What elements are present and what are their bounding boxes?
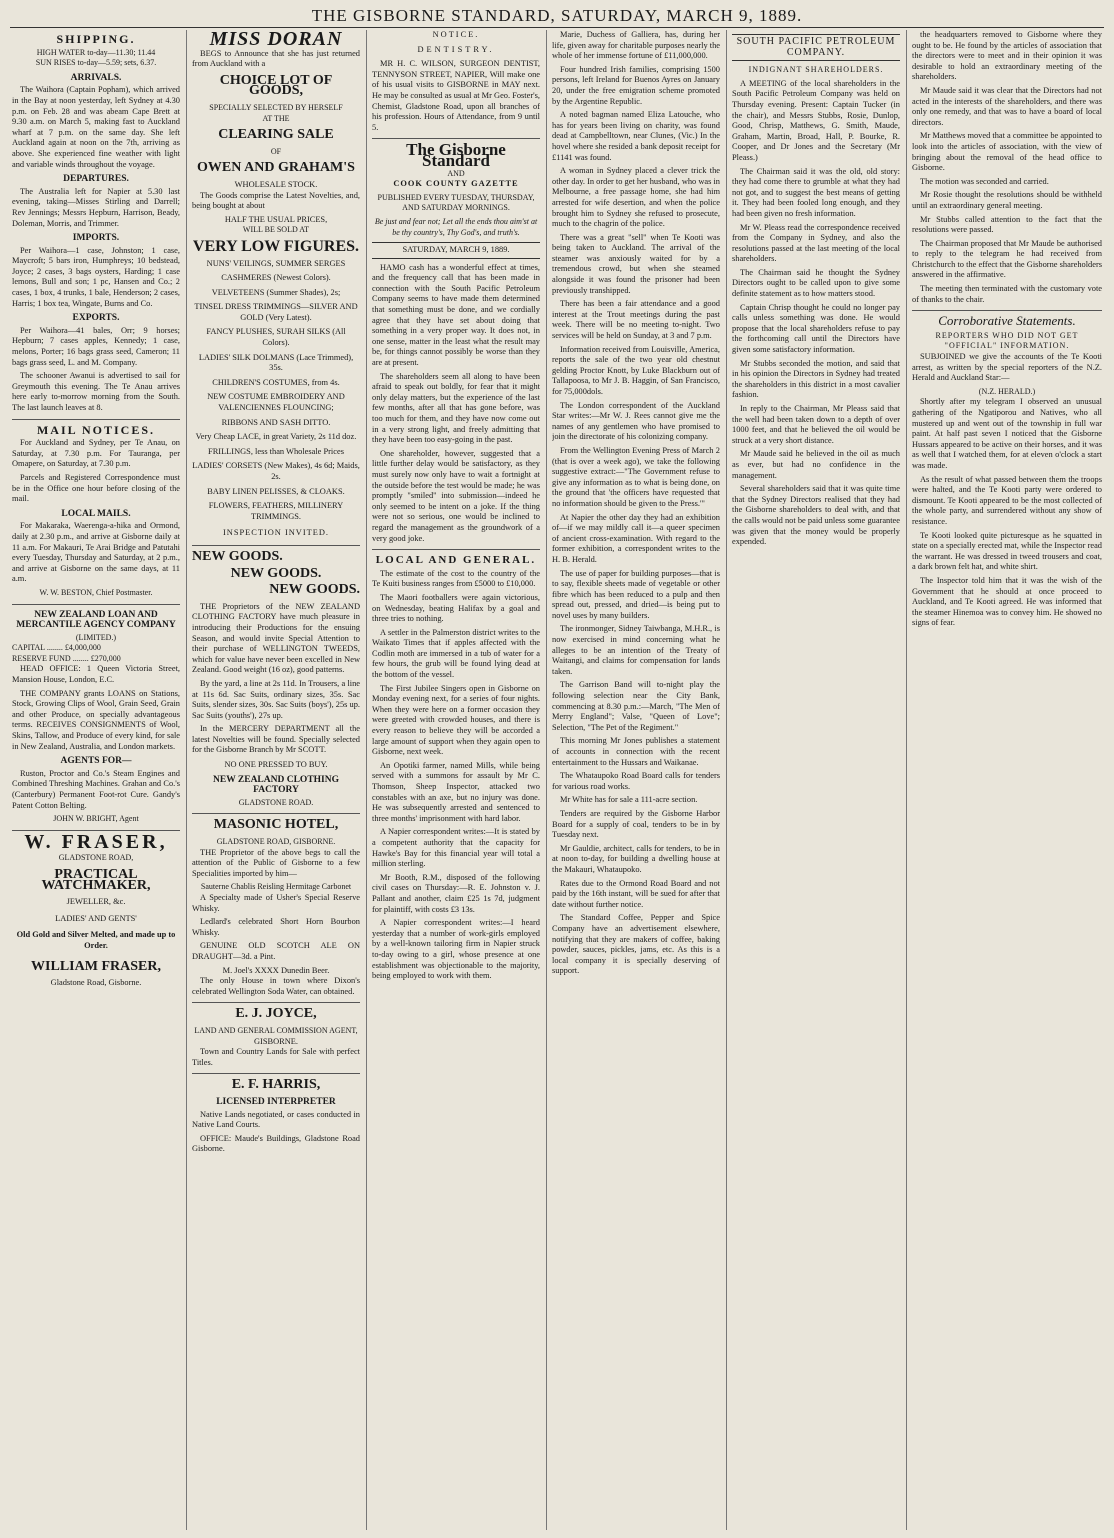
stock-item: RIBBONS AND SASH DITTO. [221,417,331,427]
stock-item: Very Cheap LACE, in great Variety, 2s 11d doz. [195,432,357,442]
news-item: The Standard Coffee, Pepper and Spice Company have an advertisement elsewhere, notifying that they are makers of coffee, baking powder, sauces, pickles, jams, etc. As this is a local company it is specially deserving of support. [552,913,720,976]
masonic-text: THE Proprietor of the above begs to call the attention of the Public of Gisborne to a few Specialities imported by him— [192,847,360,878]
news-item: From the Wellington Evening Press of March 2 (that is over a week ago), we take the following suggestive extract:—"The Government refuse to give any information as to what is being done, on the ground that 'the officers have requested that no information should be given to the Press.'" [552,445,720,508]
divider [12,419,180,420]
clothing-text: THE Proprietors of the NEW ZEALAND CLOTHING FACTORY have much pleasure in introducing their Productions for the ensuing Season, and would invite Special Attention to their purchase of WELLINGTON TWEEDS, which for value have never been excelled in New Zealand. Good weight (16 oz), good patterns. [192,601,360,675]
joyce-role: LAND AND GENERAL COMMISSION AGENT, [194,1025,358,1035]
news-item: This morning Mr Jones publishes a statement of accounts in connection with the recent entertainment to the Hussars and Waikanae. [552,736,720,767]
local-mails-heading: LOCAL MAILS. [61,508,131,519]
agent-signature: JOHN W. BRIGHT, Agent [53,814,139,824]
masthead-rule [10,27,1104,28]
masonic-whisky: A Specialty made of Usher's Special Reserve Whisky. [192,893,360,913]
divider [192,545,360,546]
news-item: Information received from Louisville, America, reports the sale of the two year old chestnut gelding Proctor Knott, by Luke Blackburn out of Tallapoosa, to Mr J. B. Haggin, of San Francisco, for 75,000dols. [552,344,720,396]
local-general-heading: LOCAL AND GENERAL. [375,554,537,567]
clearing-sale: CLEARING SALE [218,127,334,143]
local-item: The estimate of the cost to the country of the Te Kuiti business ranges from £5000 to £10,000. [372,568,540,589]
local-item: Mr Booth, R.M., disposed of the following civil cases on Thursday:—R. E. Johnston v. J. Pallant and another, claim £25 1s 7d, judgment for plaintiff, with costs £3 13s. [372,872,540,914]
new-goods-1: NEW GOODS. [192,548,283,564]
sun-rises: SUN RISES to-day—5.59; sets, 6.37. [35,58,157,68]
stock-item: BABY LINEN PELISSES, & CLOAKS. [207,486,345,496]
arrivals-heading: ARRIVALS. [70,72,122,83]
column-6 [912,30,1102,1530]
divider [372,549,540,550]
nz-loan-capital: CAPITAL ........ £4,000,000 [12,643,101,653]
corroborative-heading: Corroborative Statements. [938,313,1076,329]
local-item: A Napier correspondent writes:—I heard yesterday that a number of work-girls employed by a well-known tailoring firm in Napier struck to-day owing to a girl, whose presence at one establishment was objectionable to the majority, being employed to work with them. [372,918,540,981]
choice-goods: CHOICE LOT OF GOODS, [219,72,333,99]
masonic-beer: M. Joel's XXXX Dunedin Beer. [222,965,330,975]
paper-subtitle: COOK COUNTY GAZETTE [393,179,519,189]
half-prices: HALF THE USUAL PRICES, [224,214,328,224]
local-mails-text: For Makaraka, Waerenga-a-hika and Ormond, daily at 2.30 p.m., and arrive at Gisborne daily at 11 a.m. For Makauri, Te Arai Bridge and Patutahi every Tuesday, Thursday and Saturday, at 2 p.m., and arrive at Gisborne on the same days, at 11 a.m. [12,521,180,584]
stock-item: NEW COSTUME EMBROIDERY AND VALENCIENNES FLOUNCING; [207,392,345,413]
masonic-address: GLADSTONE ROAD, GISBORNE. [216,837,336,847]
of-line: OF [270,146,282,156]
meeting-paragraph: Several shareholders said that it was quite time that the Sydney Directors realised that they had the Gisborne shareholders to deal with, and that the calls would not be paid unless some guarantee was given that the money would be properly expended. [732,484,900,547]
very-low-figures: VERY LOW FIGURES. [192,237,360,255]
new-goods-3: NEW GOODS. [269,582,360,598]
meeting-continued: Mr Rosie thought the resolutions should be withheld until an extraordinary general meeting. [912,190,1102,210]
stock-item: CASHMERES (Newest Colors). [221,273,331,283]
miss-doran-intro: BEGS to Announce that she has just returned from Auckland with a [192,48,360,69]
masonic-wines: Sauterne Chablis Reisling Hermitage Carbonet [200,882,352,892]
reporters-subheading: REPORTERS WHO DID NOT GET "OFFICIAL" INFORMATION. [935,330,1079,351]
column-2 [192,30,360,1530]
nz-loan-limited: (LIMITED.) [75,632,117,642]
agents-text: Ruston, Proctor and Co.'s Steam Engines and Combined Threshing Machines. Grahan and Co.'s (Canterbury) Permanent Foot-rot Cure. Gandy's Patent Cotton Belting. [12,768,180,810]
meeting-continued: The motion was seconded and carried. [920,176,1049,186]
meeting-continued: The Chairman proposed that Mr Maude be authorised to reply to the telegram he had received from Christchurch to the effect that the Gisborne shareholders answered in the affirmative. [912,238,1102,280]
fraser-jeweller: JEWELLER, &c. [66,897,126,907]
meeting-continued: Mr Matthews moved that a committee be appointed to look into the articles of association, with the view of bringing about the removal of the head office to Gisborne. [912,131,1102,173]
departures-text: The Australia left for Napier at 5.30 last evening, taking—Misses Stirling and Darrell; Rev Jennings; Messrs Hepburn, Harrison, Beady, Doleman, Morris, and Trimmer. [12,186,180,228]
departures-heading: DEPARTURES. [63,174,129,185]
notice-heading: NOTICE. [432,30,480,39]
joyce-town: GISBORNE. [254,1036,298,1046]
meeting-continued: Mr Stubbs called attention to the fact that the resolutions were passed. [912,214,1102,235]
masonic-hotel: MASONIC HOTEL, [213,817,339,833]
editorial-paragraph: HAMO cash has a wonderful effect at times, and the frequency call that has been made in connection with the South Pacific Petroleum Company seems to have made them determined that something must be done, and we cordially agree that they have set about doing that something in a very proper way. It does not, in one sense, matter in the least what the result may be, for things cannot possibly be worse than they are at present. [372,262,540,368]
published-line: PUBLISHED EVERY TUESDAY, THURSDAY, AND SATURDAY MORNINGS. [377,192,535,213]
gladstone-road: GLADSTONE ROAD. [238,797,314,807]
column-divider [546,30,547,1530]
news-item: Marie, Duchess of Galliera, has, during her life, given away for charitable purposes nearly the whole of her immense fortune of £11,000,000. [552,30,720,61]
meeting-paragraph: Mr Stubbs seconded the motion, and said that in his opinion the Directors in Sydney had treated the shareholders in this district in a most cavalier fashion. [732,358,900,400]
column-3 [372,30,540,1530]
news-item: Mr White has for sale a 111-acre section. [560,795,698,805]
editorial-paragraph: One shareholder, however, suggested that a little further delay would be satisfactory, as they must surely now only have to wait a fortnight at the outside before the test would be made; he was promptly "smiled" into submission—indeed he only seemed to be intent on a joke. If the thing were not so serious, one would be inclined to regard the management as the groundwork of a very good joke. [372,448,540,543]
column-5 [732,30,900,1530]
will-be-sold: WILL BE SOLD AT [242,225,310,235]
joyce-name: E. J. JOYCE, [235,1006,317,1022]
meeting-continued: The meeting then terminated with the customary vote of thanks to the chair. [912,284,1102,304]
local-item: A Napier correspondent writes:—It is stated by a competent authority that the capacity for Hawke's Bay for this financial year will total a million sterling. [372,827,540,869]
clothing-prices: By the yard, a line at 2s 11d. In Trousers, a line at 11s 6d. Sac Suits, ordinary sizes, 35s. Sac Suits, slender sizes, 30s. Sac Suits (boys'), 25s up. Sac Suits (youths'), 27s up. [192,678,360,720]
news-item: There has been a fair attendance and a good interest at the Trout meetings during the past week. There will be no meeting to-night. Two services will be held on Sunday, at 3 and 7 p.m. [552,299,720,341]
news-item: The use of paper for building purposes—that is to say, flexible sheets made of vegetable or other fibre which has been reduced to a pulp and then spread out, pressed, and dried—is being put to novel uses by many builders. [552,568,720,620]
report-paragraph: As the result of what passed between them the troops were halted, and the Te Kooti party were ordered to dismount. Te Kooti appeared to be the most collected of the whole party, and surrendered without any show of resistance. [912,474,1102,526]
stock-item: LADIES' SILK DOLMANS (Lace Trimmed), 35s. [198,352,354,373]
joyce-text: Town and Country Lands for Sale with perfect Titles. [192,1047,360,1067]
at-the: AT THE [262,113,290,123]
local-item: A settler in the Palmerston district writes to the Waikato Times that if apples affected with the Codlin moth are immersed in a tub of water for a few hours, the grub will be found lying dead at the bottom of the vessel. [372,627,540,680]
column-divider [906,30,907,1530]
news-item: At Napier the other day they had an exhibition of—if we may mildly call it—a queer specimen of ancient cross-examination. With regard to the former exhibition, a correspondent writes to the H. B. Herald. [552,512,720,564]
harris-text: Native Lands negotiated, or cases conducted in Native Land Courts. [192,1109,360,1130]
exports-heading: EXPORTS. [72,313,120,324]
divider [12,604,180,605]
fraser-address: Gladstone Road, Gisborne. [50,978,142,988]
masonic-ale: GENUINE OLD SCOTCH ALE ON DRAUGHT—3d. a Pint. [192,941,360,961]
stock-item: FRILLINGS, less than Wholesale Prices [208,446,344,456]
miss-doran-title: MISS DORAN [209,30,343,50]
news-item: Four hundred Irish families, comprising 1500 persons, left Ireland for Buenos Ayres on January 20, under the free emigration scheme promoted by the Argentine Republic. [552,64,720,106]
column-4 [552,30,720,1530]
masonic-soda: The only House in town where Dixon's celebrated Wellington Soda Water, can obtained. [192,976,360,996]
news-item: Tenders are required by the Gisborne Harbor Board for a supply of coal, tenders to be in by Tuesday next. [552,808,720,840]
report-paragraph: Te Kooti looked quite picturesque as he squatted in state on a specially erected mat, while the Inspector read the warrant. He was dressed in tweed trousers and coat, a dark brown felt hat, and white shirt. [912,530,1102,572]
wholesale-stock: WHOLESALE STOCK. [234,179,318,189]
petroleum-title: SOUTH PACIFIC PETROLEUM COMPANY. [732,34,900,61]
new-goods-2: NEW GOODS. [230,565,322,581]
news-item: Rates due to the Ormond Road Board and not paid by the 16th instant, will be sued for after that date without further notice. [552,878,720,909]
issue-date: SATURDAY, MARCH 9, 1889. [372,242,540,259]
local-item: The First Jubilee Singers open in Gisborne on Monday evening next, for a series of four nights. When they were here on a former occasion they were greeted with crowded houses, and there is every reason to believe they will be accorded a large amount of support when they again open to Gisborne, next week. [372,683,540,757]
high-water: HIGH WATER to-day—11.30; 11.44 [36,47,156,57]
fraser-name: W. FRASER, [24,830,168,853]
harris-office: OFFICE: Maude's Buildings, Gladstone Road Gisborne. [192,1133,360,1154]
divider [192,813,360,814]
paper-and: AND [447,168,465,178]
divider [192,1002,360,1003]
fraser-watchmaker: PRACTICAL WATCHMAKER, [41,866,151,893]
mail-text-2: Parcels and Registered Correspondence must be in the Office one hour before closing of the mail. [12,472,180,504]
editorial-paragraph: The shareholders seem all along to have been afraid to speak out boldly, for fear that it might only delay matters, but the experience of the last few months, after all that has gone before, was too much for them, and they have now come out in a very strong light, and freely admitting that they have been too easy-going in the past. [372,371,540,445]
report-paragraph: The Inspector told him that it was the wish of the Government that he should at once proceed to Auckland, and Te Kooti agreed. He was informed that the steamer Hinemoa was to convey him. He showed no signs of fear. [912,575,1102,628]
news-item: Mr Gauldie, architect, calls for tenders, to be in at noon to-day, for building a dwelling house at the Makauri, Whataupoko. [552,843,720,874]
nz-loan-text: THE COMPANY grants LOANS on Stations, Stock, Growing Clips of Wool, Grain Seed, Grain and other Produce, on specially advantageous terms. RECEIVES CONSIGNMENTS of Wool, Skins, Tallow, and Produce of every kind, for sale in New Zealand, Australia, and London markets. [12,688,180,751]
owen-graham: OWEN AND GRAHAM'S [197,160,355,176]
stock-item: FLOWERS, FEATHERS, MILLINERY TRIMMINGS. [208,501,344,521]
postmaster-signature: W. W. BESTON, Chief Postmaster. [39,587,153,597]
news-item: The ironmonger, Sidney Taiwbanga, M.H.R., is now exercised in mind concerning what he alleges to be an intention of the Treaty of Waitangi, and claims for compensation for lands taken. [552,624,720,676]
paper-title: The Gisborne Standard [406,140,506,170]
masthead: THE GISBORNE STANDARD, SATURDAY, MARCH 9, 1889. [311,6,803,25]
dentist-text: MR H. C. WILSON, SURGEON DENTIST, TENNYSON STREET, NAPIER, Will make one of his usual visits to GISBORNE in MAY next. He may be consulted as usual at Mr Geo. Foster's, Chemist, Gladstone Road, upon all branches of his profession. Hours of Attendance, from 9 until 5. [372,59,540,132]
news-item: The Whataupoko Road Board calls for tenders for various road works. [552,771,720,791]
fraser-road: GLADSTONE ROAD, [58,853,134,863]
stock-item: FANCY PLUSHES, SURAH SILKS (All Colors). [206,327,346,348]
meeting-continued: the headquarters removed to Gisborne where they ought to be. He found by the articles of association that the directors were to meet and in their opinion it was desirable to hold an extraordinary meeting of the shareholders. [912,30,1102,82]
schooner-text: The schooner Awanui is advertised to sail for Greymouth this evening. The Te Anau arrives here early to-morrow morning from the South. The last launch leaves at 8. [12,371,180,412]
nz-loan-reserve: RESERVE FUND ........ £270,000 [12,653,121,663]
herald-label: (N.Z. HERALD.) [978,386,1036,396]
meeting-paragraph: In reply to the Chairman, Mr Pleass said that the well had been taken down to a depth of over 1000 feet, and that he believed the oil would be struck at a very short distance. [732,404,900,445]
selected-line: SPECIALLY SELECTED BY HERSELF [209,102,343,112]
report-paragraph: Shortly after my telegram I observed an unusual gathering of the Ngatiporou and Natives, who all mustered up and went out of the township in full war paint. At half past seven I noticed that the Gisborne Hussars appeared to be active on their horses, and it was as well that I watched them, for at eleven o'clock a start was made. [912,397,1102,470]
stock-item: TINSEL DRESS TRIMMINGS—SILVER AND GOLD (Very Latest). [194,302,358,322]
mail-notices-heading: MAIL NOTICES. [36,422,156,437]
imports-heading: IMPORTS. [72,233,120,244]
column-divider [366,30,367,1530]
news-item: A noted bagman named Eliza Latouche, who has for years been living on charity, was found dead at Campbelltown, near Clunes, (Vic.) In the hovel where she resided a bank deposit receipt for £1141 was found. [552,110,720,162]
meeting-paragraph: Mr Maude said he believed in the oil as much as ever, but had no confidence in the management. [732,449,900,480]
harris-name: E. F. HARRIS, [231,1077,321,1093]
mercery-text: In the MERCERY DEPARTMENT all the latest Novelties will be found. Specially selected for the Gisborne Branch by Mr SCOTT. [192,724,360,755]
fraser-gold: Old Gold and Silver Melted, and made up to Order. [16,930,176,950]
fraser-signature: WILLIAM FRASER, [31,958,161,974]
dentistry-heading: DENTISTRY. [417,44,495,54]
meeting-paragraph: Mr W. Pleass read the correspondence received from the Company in Sydney, and also the resolutions passed at the last meeting of the local shareholders. [732,222,900,264]
column-1 [12,30,180,1530]
mail-text: For Auckland and Sydney, per Te Anau, on Saturday, at 7.30 p.m. For Tauranga, per Omapere, on Saturday, at 7.30 p.m. [12,438,180,469]
divider [912,310,1102,311]
nz-loan-heading: NEW ZEALAND LOAN AND MERCANTILE AGENCY COMPANY [16,609,176,631]
goods-text: The Goods comprise the Latest Novelties, and, being bought at about [192,190,360,211]
stock-item: NUNS' VEILINGS, SUMMER SERGES [206,258,346,268]
news-item: The Garrison Band will to-night play the following selection near the City Bank, commencing at 8.30 p.m.:—March, "The Men of Merry England"; Valse, "Queen of Love"; Selection, "The Pet of the Regiment." [552,680,720,732]
meeting-continued: Mr Maude said it was clear that the Directors had not acted in the interests of the shareholders, and there was only one remedy, and that was to have a board of local directors. [912,85,1102,127]
column-divider [186,30,187,1530]
stock-item: VELVETEENS (Summer Shades), 2s; [211,287,341,297]
local-item: The Maori footballers were again victorious, on Wednesday, beating Halifax by a goal and three tries to nothing. [372,592,540,624]
local-item: An Opotiki farmer, named Mills, while being served with a summons for assault by Mr C. Thomson, Sheep Inspector, attacked two constables with an axe, but no injury was done. He was subsequently arrested and sentenced to three months' imprisonment with hard labor. [372,760,540,823]
divider [372,138,540,139]
arrivals-text: The Waihora (Captain Popham), which arrived in the Bay at noon yesterday, left Sydney at 4.30 p.m. on Feb. 28 and was abeam Cape Brett at 9.30 a.m. on March 5, making fast to Auckland wharf at 7 p.m. on the same day. She left Auckland again at noon on the 7th, arriving as above. She experienced fine weather with light and variable winds throughout the voyage. [12,85,180,169]
meeting-paragraph: Captain Chrisp thought he could no longer pay calls unless something was done. He would propose that the local shareholders refuse to pay the forthcoming call until the Directors have given some satisfactory information. [732,302,900,355]
stock-item: CHILDREN'S COSTUMES, from 4s. [212,377,340,387]
meeting-paragraph: The Chairman said he thought the Sydney Directors ought to be called upon to give some definite statement as to how matters stood. [732,267,900,299]
stock-item: LADIES' CORSETS (New Makes), 4s 6d; Maids, 2s. [192,461,360,481]
news-item: The London correspondent of the Auckland Star writes:—Mr W. J. Rees cannot give me the names of any gentlemen who have promised to join the directorate of his colonizing company. [552,400,720,442]
motto: Be just and fear not; Let all the ends thou aim'st at be thy country's, Thy God's, and truth's. [374,216,538,237]
indignant-subtitle: INDIGNANT SHAREHOLDERS. [748,65,884,75]
nz-loan-head-office: HEAD OFFICE: 1 Queen Victoria Street, Mansion House, London, E.C. [12,664,180,685]
inspection-invited: INSPECTION INVITED. [223,528,329,538]
imports-text: Per Waihora—1 case, Johnston; 1 case, Maycroft; 5 bars iron, Humphreys; 10 bedstead, Joyce; 2 cases, 3 bags oysters, Harding; 1 case lemons, Bull and son; 1 pc, Hansen and Co.; 2 cases, 1 box, 4 trunks, 1 bale, Henderson; 2 cases, Harris; 1 box tea, Wingate, Burns and Co. [12,245,180,308]
report-paragraph: SUBJOINED we give the accounts of the Te Kooti arrest, as written by the special reporters of the N.Z. Herald and Auckland Star:— [912,352,1102,383]
column-divider [726,30,727,1530]
meeting-paragraph: A MEETING of the local shareholders in the South Pacific Petroleum Company was held on Thursday evening. Present: Captain Tucker (in the chair), and Messrs Stubbs, Rosie, Dunlop, Good, Chrisp, Matthews, G. Smith, Maude, Graham, Martin, Broad, Hall, P. Bourke, R. Cooper, and Dr Jones and the Secretary (Mr Pleass.) [732,78,900,162]
divider [192,1073,360,1074]
meeting-paragraph: The Chairman said it was the old, old story: they had come there to grumble at what they had not got, and to suggest the best means of getting it. They had been fooled long enough, and they had been given no fresh information. [732,166,900,218]
exports-text: Per Waihora—41 bales, Orr; 9 horses; Hepburn; 7 cases apples, Kennedy; 1 case, melons, Porter; 16 bags grass seed, Cameron; 11 bags grass seed, L. and M. Company. [12,325,180,367]
fraser-ladies: LADIES' AND GENTS' [55,913,137,923]
nz-clothing-factory: NEW ZEALAND CLOTHING FACTORY [213,774,339,796]
agents-heading: AGENTS FOR— [60,756,132,767]
shipping-heading: SHIPPING. [56,32,136,46]
news-item: A woman in Sydney placed a clever trick the other day. In order to get her husband, who was in Melbourne, a free passage home, she had him arrested for wife desertion, and when the police brought him to Sydney she refused to prosecute, much to the chagrin of the police. [552,166,720,229]
news-item: There was a great "sell" when Te Kooti was being taken to Auckland. The arrival of the steamer was anxiously waited for by a tremendous crowd, but when she steamed alongside it was found the prisoner had been previously transhipped. [552,232,720,295]
no-one-pressed: NO ONE PRESSED TO BUY. [224,760,328,770]
harris-role: LICENSED INTERPRETER [216,1096,336,1107]
masonic-bourbon: Ledlard's celebrated Short Horn Bourbon Whisky. [192,917,360,937]
